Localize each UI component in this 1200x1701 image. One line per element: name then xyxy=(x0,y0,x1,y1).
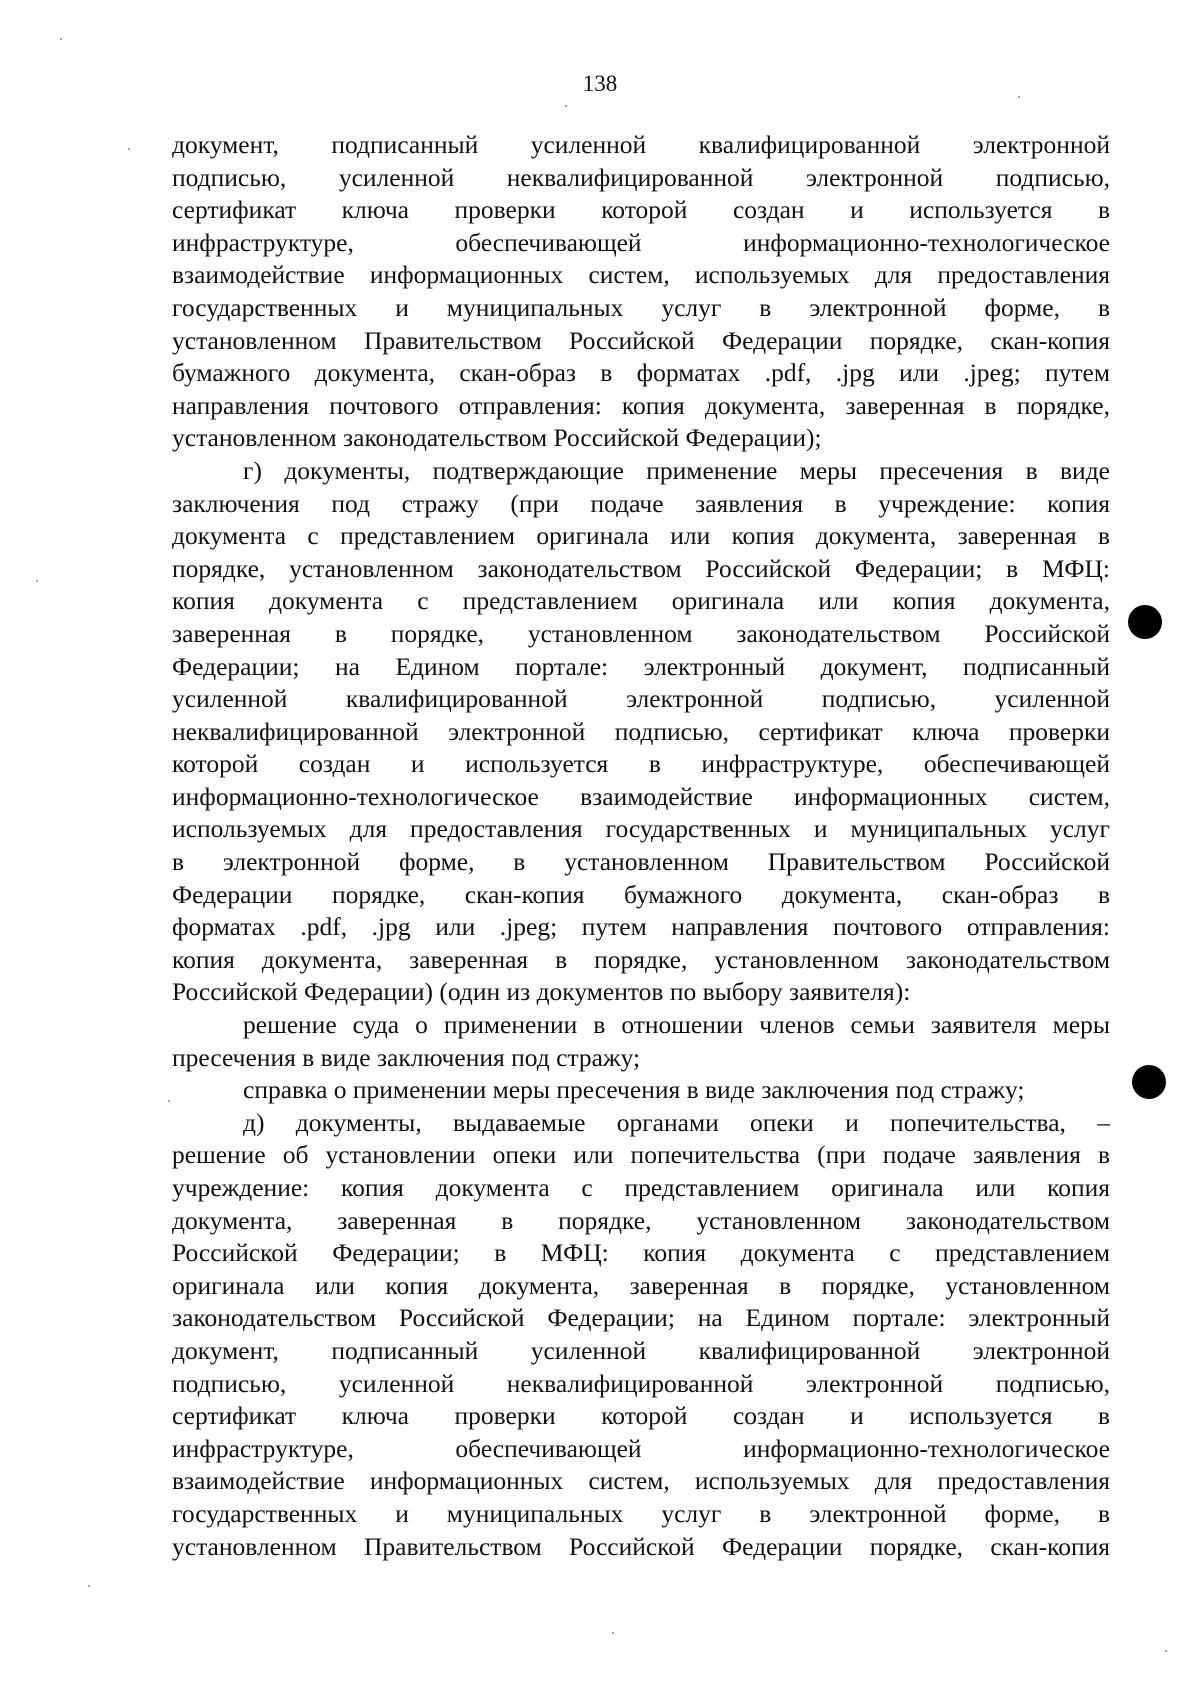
text-line: решение об установлении опеки или попечительства (при подаче заявления в xyxy=(172,1140,1110,1170)
text-line: пресечения в виде заключения под стражу; xyxy=(172,1042,641,1072)
text-line: порядке, установленном законодательством Российской Федерации; в МФЦ: xyxy=(172,553,1110,583)
text-line: д) документы, выдаваемые органами опеки и попечительства, – xyxy=(243,1107,1110,1137)
text-line: взаимодействие информационных систем, используемых для предоставления xyxy=(172,260,1110,290)
scan-speck xyxy=(88,1585,90,1587)
text-line: форматах .pdf, .jpg или .jpeg; путем направления почтового отправления: xyxy=(172,912,1110,942)
text-line: государственных и муниципальных услуг в электронной форме, в xyxy=(172,292,1110,322)
text-line: инфраструктуре, обеспечивающей информационно-технологическое xyxy=(172,1433,1110,1463)
text-line: подписью, усиленной неквалифицированной электронной подписью, xyxy=(172,162,1110,192)
text-line: в электронной форме, в установленном Правительством Российской xyxy=(172,847,1110,877)
text-line: копия документа с представлением оригинала или копия документа, xyxy=(172,586,1110,616)
page-number: 138 xyxy=(582,71,618,96)
text-line: документа с представлением оригинала или копия документа, заверенная в xyxy=(172,521,1110,551)
punch-hole-mark xyxy=(1132,1065,1166,1099)
text-line: установленном законодательством Российской Федерации); xyxy=(172,423,822,453)
text-line: подписью, усиленной неквалифицированной электронной подписью, xyxy=(172,1368,1110,1398)
text-line: учреждение: копия документа с представлением оригинала или копия xyxy=(172,1173,1110,1202)
text-line: инфраструктуре, обеспечивающей информационно-технологическое xyxy=(172,227,1110,257)
text-line: неквалифицированной электронной подписью, сертификат ключа проверки xyxy=(172,716,1110,746)
text-line: законодательством Российской Федерации; на Едином портале: электронный xyxy=(172,1303,1110,1333)
scan-speck xyxy=(60,38,62,40)
text-line: усиленной квалифицированной электронной подписью, усиленной xyxy=(172,684,1110,714)
text-line: справка о применении меры пресечения в виде заключения под стражу; xyxy=(243,1075,1025,1105)
text-line: государственных и муниципальных услуг в электронной форме, в xyxy=(172,1498,1110,1528)
text-line: оригинала или копия документа, заверенная в порядке, установленном xyxy=(172,1270,1110,1300)
text-line: направления почтового отправления: копия документа, заверенная в порядке, xyxy=(172,390,1110,420)
text-line: решение суда о применении в отношении членов семьи заявителя меры xyxy=(243,1010,1110,1040)
scan-speck xyxy=(612,1632,614,1634)
text-line: сертификат ключа проверки которой создан и используется в xyxy=(172,195,1110,225)
document-body xyxy=(172,129,1110,1563)
text-line: документ, подписанный усиленной квалифицированной электронной xyxy=(172,1335,1110,1365)
scan-speck xyxy=(36,580,38,582)
text-line: Российской Федерации) (один из документов по выбору заявителя): xyxy=(172,977,911,1007)
text-line: документа, заверенная в порядке, установленном законодательством xyxy=(172,1205,1110,1235)
text-line: Федерации порядке, скан-копия бумажного документа, скан-образ в xyxy=(172,879,1110,909)
scan-speck xyxy=(565,105,567,107)
text-line: установленном Правительством Российской Федерации порядке, скан-копия xyxy=(172,1531,1110,1561)
scan-speck xyxy=(128,148,130,150)
text-line: Российской Федерации; в МФЦ: копия документа с представлением xyxy=(172,1238,1110,1268)
text-line: сертификат ключа проверки которой создан и используется в xyxy=(172,1401,1110,1431)
text-line: установленном Правительством Российской Федерации порядке, скан-копия xyxy=(172,325,1110,355)
text-line: документ, подписанный усиленной квалифицированной электронной xyxy=(172,130,1110,159)
scan-speck xyxy=(1165,1650,1167,1652)
text-line: Федерации; на Едином портале: электронный документ, подписанный xyxy=(172,651,1110,681)
text-line: взаимодействие информационных систем, используемых для предоставления xyxy=(172,1466,1110,1496)
text-line: заключения под стражу (при подаче заявления в учреждение: копия xyxy=(172,488,1110,518)
text-line: бумажного документа, скан-образ в форматах .pdf, .jpg или .jpeg; путем xyxy=(172,358,1110,388)
scan-speck xyxy=(1018,96,1020,98)
scan-speck xyxy=(168,1100,170,1102)
text-line: которой создан и используется в инфраструктуре, обеспечивающей xyxy=(172,749,1110,779)
text-line: г) документы, подтверждающие применение меры пресечения в виде xyxy=(243,455,1110,485)
punch-hole-mark xyxy=(1128,605,1162,639)
text-line: информационно-технологическое взаимодействие информационных систем, xyxy=(172,781,1110,811)
text-line: заверенная в порядке, установленном законодательством Российской xyxy=(172,618,1110,648)
text-line: копия документа, заверенная в порядке, установленном законодательством xyxy=(172,944,1110,974)
text-line: используемых для предоставления государственных и муниципальных услуг xyxy=(172,814,1110,844)
